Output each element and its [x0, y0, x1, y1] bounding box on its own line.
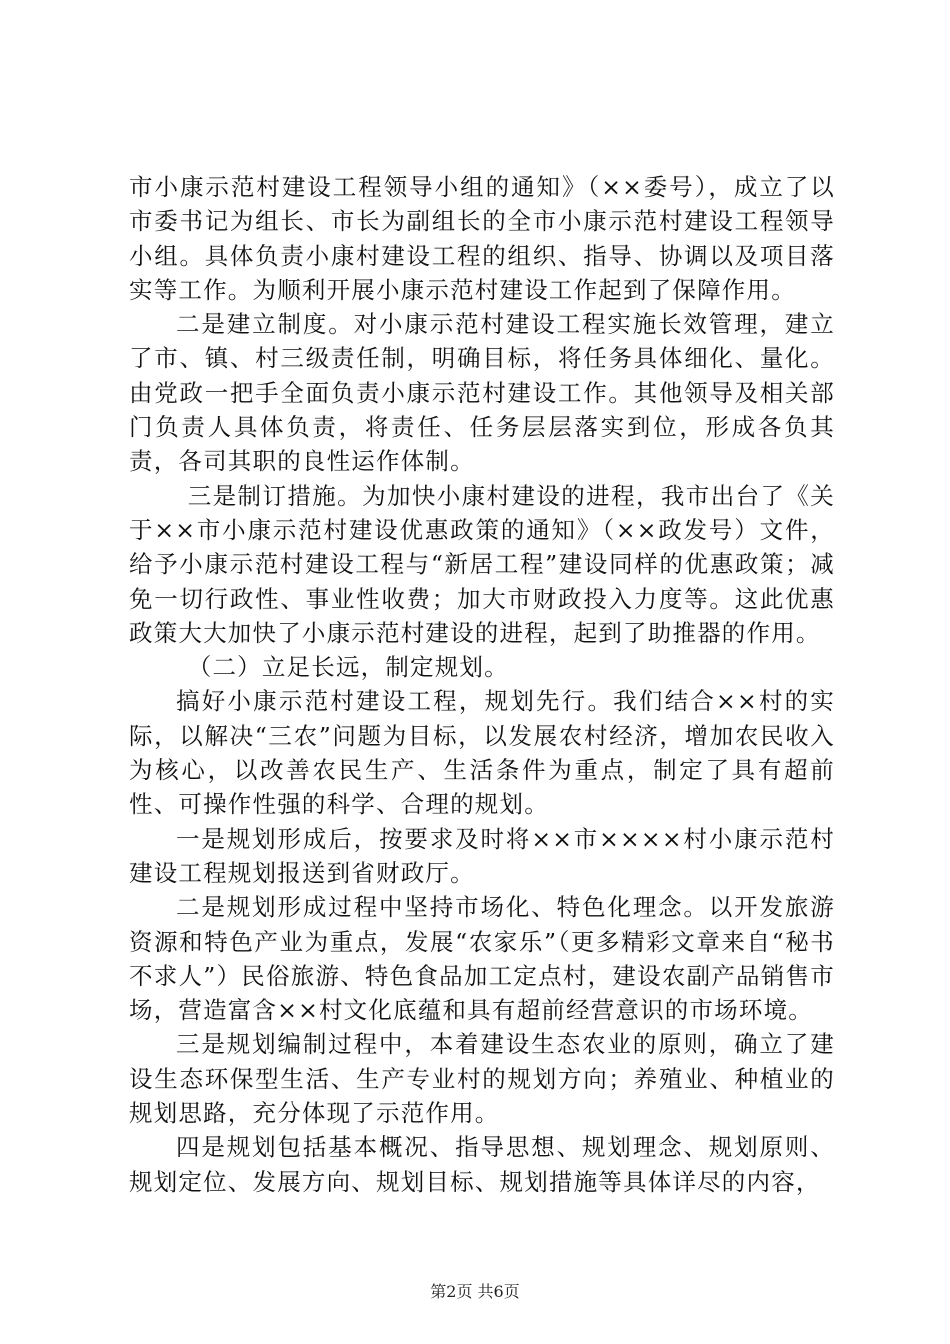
document-body	[129, 170, 835, 1199]
paragraph-leadership-group: 市小康示范村建设工程领导小组的通知》（××委号），成立了以市委书记为组长、市长为副组长的全市小康示范村建设工程领导小组。具体负责小康村建设工程的组织、指导、协调以及项目落实等工作。为顺利开展小康示范村建设工作起到了保障作用。	[129, 173, 835, 304]
paragraph-planning-first: 搞好小康示范村建设工程，规划先行。我们结合××村的实际，以解决“三农”问题为目标，以发展农村经济，增加农民收入为核心，以改善农民生产、生活条件为重点，制定了具有超前性、可操作性强的科学、合理的规划。	[129, 687, 835, 819]
section-heading-planning: （二）立足长远，制定规划。	[187, 653, 509, 682]
paragraph-formulate-measures: 三是制订措施。为加快小康村建设的进程，我市出台了《关于××市小康示范村建设优惠政策的通知》（××政发号）文件，给予小康示范村建设工程与“新居工程”建设同样的优惠政策；减免一切行政性、事业性收费；加大市财政投入力度等。这此优惠政策大大加快了小康示范村建设的进程，起到了助推器的作用。	[129, 481, 835, 647]
page-number-footer: 第2页 共6页	[430, 1282, 520, 1301]
paragraph-plan-contents: 四是规划包括基本概况、指导思想、规划理念、规划原则、规划定位、发展方向、规划目标、规划措施等具体详尽的内容，	[129, 1133, 835, 1196]
paragraph-establish-system: 二是建立制度。对小康示范村建设工程实施长效管理，建立了市、镇、村三级责任制，明确目标，将任务具体细化、量化。由党政一把手全面负责小康示范村建设工作。其他领导及相关部门负责人具体负责，将责任、任务层层落实到位，形成各负其责，各司其职的良性运作体制。	[129, 310, 835, 476]
paragraph-market-concept: 二是规划形成过程中坚持市场化、特色化理念。以开发旅游资源和特色产业为重点，发展“农家乐”（更多精彩文章来自“秘书不求人”）民俗旅游、特色食品加工定点村，建设农副产品销售市场，营造富含××村文化底蕴和具有超前经营意识的市场环境。	[129, 893, 835, 1025]
paragraph-plan-submission: 一是规划形成后，按要求及时将××市××××村小康示范村建设工程规划报送到省财政厅。	[129, 824, 835, 887]
paragraph-ecological-agriculture: 三是规划编制过程中，本着建设生态农业的原则，确立了建设生态环保型生活、生产专业村的规划方向；养殖业、种植业的规划思路，充分体现了示范作用。	[129, 1030, 835, 1128]
